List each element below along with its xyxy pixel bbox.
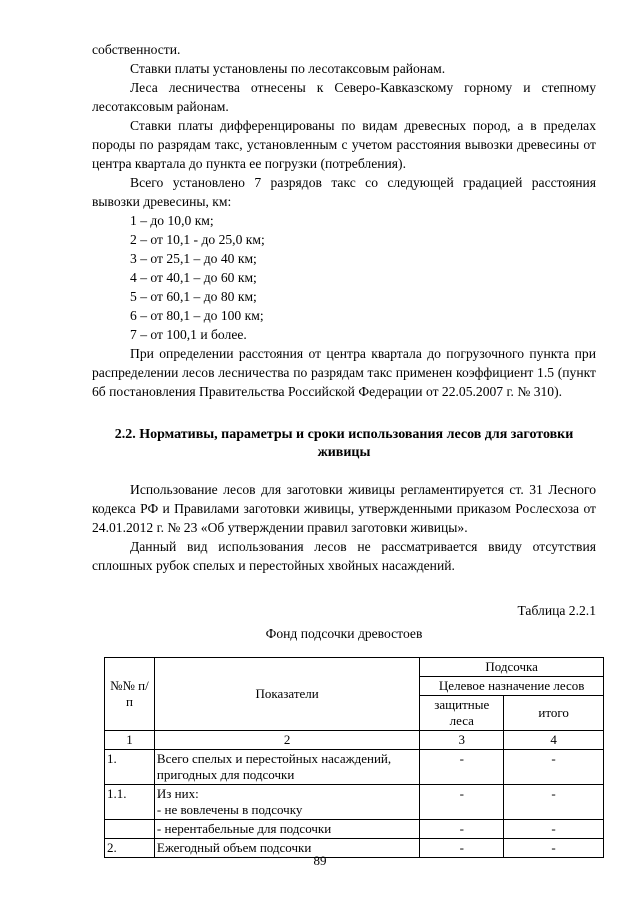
column-numbers-row xyxy=(105,731,604,750)
header-purpose: Целевое назначение лесов xyxy=(420,677,604,696)
row-protective: - xyxy=(420,839,504,858)
section-heading: 2.2. Нормативы, параметры и сроки использования лесов для заготовки живицы xyxy=(114,427,574,460)
list-item: 5 – от 60,1 – до 80 км; xyxy=(130,289,257,304)
row-total: - xyxy=(504,839,604,858)
page-number: 89 xyxy=(313,853,327,868)
header-podsochka: Подсочка xyxy=(420,658,604,677)
list-item: 4 – от 40,1 – до 60 км; xyxy=(130,270,257,285)
row-num xyxy=(105,820,155,839)
paragraph: собственности. xyxy=(92,42,181,57)
header-protective: защитные леса xyxy=(420,696,504,731)
paragraph: Леса лесничества отнесены к Северо-Кавказскому горному и степному лесотаксовым районам. xyxy=(92,80,596,114)
column-number: 4 xyxy=(504,731,604,750)
paragraph: Использование лесов для заготовки живицы регламентируется ст. 31 Лесного кодекса РФ и Правилами заготовки живицы, утвержденными приказом Рослесхоза от 24.01.2012 г. № 23 «Об утверждении правил заготовки живицы». xyxy=(92,482,596,535)
row-total: - xyxy=(504,820,604,839)
row-total: - xyxy=(504,750,604,785)
row-label-sub: - не вовлечены в подсочку xyxy=(156,802,303,817)
column-number: 3 xyxy=(420,731,504,750)
row-label-cell xyxy=(154,785,419,820)
row-protective: - xyxy=(420,820,504,839)
table-row xyxy=(105,750,604,785)
row-label: Ежегодный объем подсочки xyxy=(154,839,419,858)
list-item: 6 – от 80,1 – до 100 км; xyxy=(130,308,264,323)
row-total: - xyxy=(504,785,604,820)
header-num: №№ п/п xyxy=(105,658,155,731)
paragraph: Всего установлено 7 разрядов такс со следующей градацией расстояния вывозки древесины, км: xyxy=(92,175,596,209)
row-num: 1.1. xyxy=(105,785,155,820)
document-page xyxy=(92,40,596,858)
row-num: 2. xyxy=(105,839,155,858)
list-item: 1 – до 10,0 км; xyxy=(130,213,214,228)
list-item: 7 – от 100,1 и более. xyxy=(130,327,247,342)
row-num: 1. xyxy=(105,750,155,785)
column-number: 2 xyxy=(154,731,419,750)
table-caption: Таблица 2.2.1 xyxy=(517,603,596,618)
row-label: Всего спелых и перестойных насаждений, пригодных для подсочки xyxy=(154,750,419,785)
column-number: 1 xyxy=(105,731,155,750)
podsochka-table xyxy=(104,657,604,858)
paragraph: Ставки платы дифференцированы по видам древесных пород, а в пределах породы по разрядам такс, установленным с учетом расстояния вывозки древесины от центра квартала до пункта ее погрузки (потребления). xyxy=(92,118,596,171)
header-indicators: Показатели xyxy=(154,658,419,731)
table-title: Фонд подсочки древостоев xyxy=(265,626,423,641)
list-item: 2 – от 10,1 - до 25,0 км; xyxy=(130,232,265,247)
row-protective: - xyxy=(420,785,504,820)
row-protective: - xyxy=(420,750,504,785)
table-row xyxy=(105,785,604,820)
row-label: - нерентабельные для подсочки xyxy=(154,820,419,839)
grade-list xyxy=(92,211,596,344)
header-total: итого xyxy=(504,696,604,731)
paragraph: Данный вид использования лесов не рассматривается ввиду отсутствия сплошных рубок спелых и перестойных хвойных насаждений. xyxy=(92,539,596,573)
row-label: Из них: xyxy=(156,786,199,801)
table-row xyxy=(105,820,604,839)
list-item: 3 – от 25,1 – до 40 км; xyxy=(130,251,257,266)
paragraph: При определении расстояния от центра квартала до погрузочного пункта при распределении лесов лесничества по разрядам такс применен коэффициент 1.5 (пункт 6б постановления Правительства Российской Федерации от 22.05.2007 г. № 310). xyxy=(92,346,596,399)
paragraph: Ставки платы установлены по лесотаксовым районам. xyxy=(130,61,446,76)
